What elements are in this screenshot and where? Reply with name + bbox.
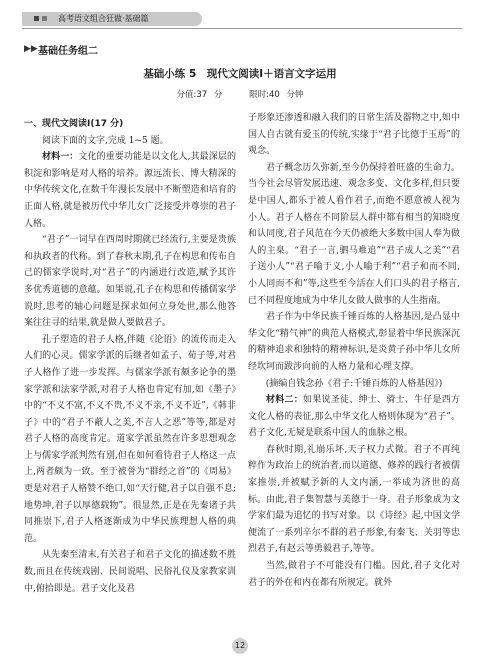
paragraph: 君子作为中华民族千锤百炼的人格基因,是凸显中华文化“精气神”的典范人格模式,彰显着中华民族深沉的精神追求和独特的精神标识,是炎黄子孙中华儿女所经坎坷而跋涉向前的人格力量和心理支撑。 xyxy=(248,312,460,372)
paragraph: 孔子塑造的君子人格,伴随《论语》的流传而走入人们的心灵。儒家学派的后继者如孟子、荀子等,对君子人格作了进一步发挥。与儒家学派有颇多论争的墨家学派和法家学派,对君子人格也肯定有加,如《墨子》中的“不义不富,不义不贵,不义不亲,不义不近”,《韩非子》中的“君子不蔽人之美,不言人之恶”等等,都是对君子人格的高度肯定。道家学派虽然在许多思想观念上与儒家学派判然有别,但在如何看待君子人格这一点上,两者颇为一致。至于被誉为“群经之首”的《周易》更是对君子人格赞不绝口,如“天行健,君子以自强不息;地势坤,君子以厚德载物”。很显然,正是在先秦诸子共同推崇下,君子人格逐渐成为中华民族理想人格的典范。 xyxy=(24,334,236,544)
score-label: 分值:37 分 xyxy=(176,90,223,100)
paragraph: 从先秦至清末,有关君子和君子文化的描述数不胜数,而且在传统戏剧、民间说唱、民俗礼仪及家教家训中,俯拾即是。君子文化及君 xyxy=(24,550,236,594)
double-arrow-icon: ▶▶ xyxy=(24,44,38,54)
material-one-paragraph xyxy=(24,149,236,232)
page-number: 12 xyxy=(232,638,248,654)
left-column xyxy=(24,116,236,597)
material-two-text: 如果说圣徒、绅士、骑士、牛仔是西方文化人格的表征,那么中华文化人格则体现为“君子”。君子文化,无疑是联系中国人的血脉之根。 xyxy=(248,395,460,439)
exercise-title: 基础小练 5 现代文阅读Ⅰ＋语言文字运用 xyxy=(143,68,337,80)
header-square-icon xyxy=(42,16,47,21)
header-square-icon xyxy=(34,16,39,21)
material-one-label: 材料一： xyxy=(42,152,79,163)
material-two-label: 材料二： xyxy=(266,395,303,406)
paragraph: 君子概念历久弥新,至今仍保持着旺盛的生命力。当今社会尽管发展迅速、观念多变、文化多样,但只要是中国人,都乐于被人看作君子,而绝不愿意被人视为小人。君子人格在不同阶层人群中都有相当的知晓度和认同度,君子风范在今天仍被绝大多数中国人奉为做人的主臬。“君子一言,驷马难追”“君子成人之美”“君子送小人”“君子喻于义,小人喻于利”“君子和而不同,小人同而不和”等,这些至今活在人们口头的君子格言,已不同程度地成为中华儿女做人做事的人生指南。 xyxy=(248,162,460,306)
paragraph: 子形象还渗透和融入我们的日常生活及器物之中,如中国人自古就有爱玉的传统,实缘于“君子比德于玉焉”的观念。 xyxy=(248,113,460,157)
right-column xyxy=(248,110,460,591)
header-divider xyxy=(22,28,462,29)
instruction-text: 阅读下面的文字,完成 1~5 题。 xyxy=(42,135,169,146)
paragraph: 当然,做君子不可能没有门槛。因此,君子文化对君子的外在和内在都有所规定。就外 xyxy=(248,561,460,588)
paragraph: “君子”一词早在西周时期就已经流行,主要是贵族和执政者的代称。到了春秋末期,孔子在构思和传布自己的儒家学说时,对“君子”的内涵进行改造,赋予其许多优秀道德的意蕴。如果说,孔子在构思和传播儒家学说时,思考的轴心问题是探求如何立身处世,那么他答案往往寻的结果,就是做人要做君子。 xyxy=(24,235,236,329)
book-title: 高考语文组合狂做·基础篇 xyxy=(58,14,149,23)
paragraph: 春秋时期,礼崩乐坏,天子权力式微。君子不再纯粹作为政治上的统治者,而以道德、修养的践行者被儒家推崇,并被赋予新的人文内涵,一举成为济世的高标。由此,君子集智慧与美德于一身。君子形象成为文学家们最为追忆的书写对象。以《诗经》起,中国文学便流了一系列辛尔不群的君子形象,有秦飞、关羽等忠烈君子,有赵云等勇毅君子,等等。 xyxy=(248,444,460,555)
section-title: 基础任务组二 xyxy=(38,46,98,57)
exercise-meta xyxy=(0,88,480,100)
material-one-text: 文化的重要功能是以文化人,其最深层的积淀和影响是对人格的培养。源远流长、博大精深的中华传统文化,在数千年漫长发展中不断塑造和培育的正面人格,就是被历代中华儿女广泛接受并尊崇的君子人格。 xyxy=(24,152,236,229)
time-label: 限时:40 分钟 xyxy=(249,90,304,100)
question-heading: 一、现代文阅读Ⅰ(17 分) xyxy=(24,119,124,129)
source-citation: (摘编自钱念孙《君子:千锤百炼的人格基因》) xyxy=(265,378,443,389)
material-two-paragraph xyxy=(248,392,460,442)
